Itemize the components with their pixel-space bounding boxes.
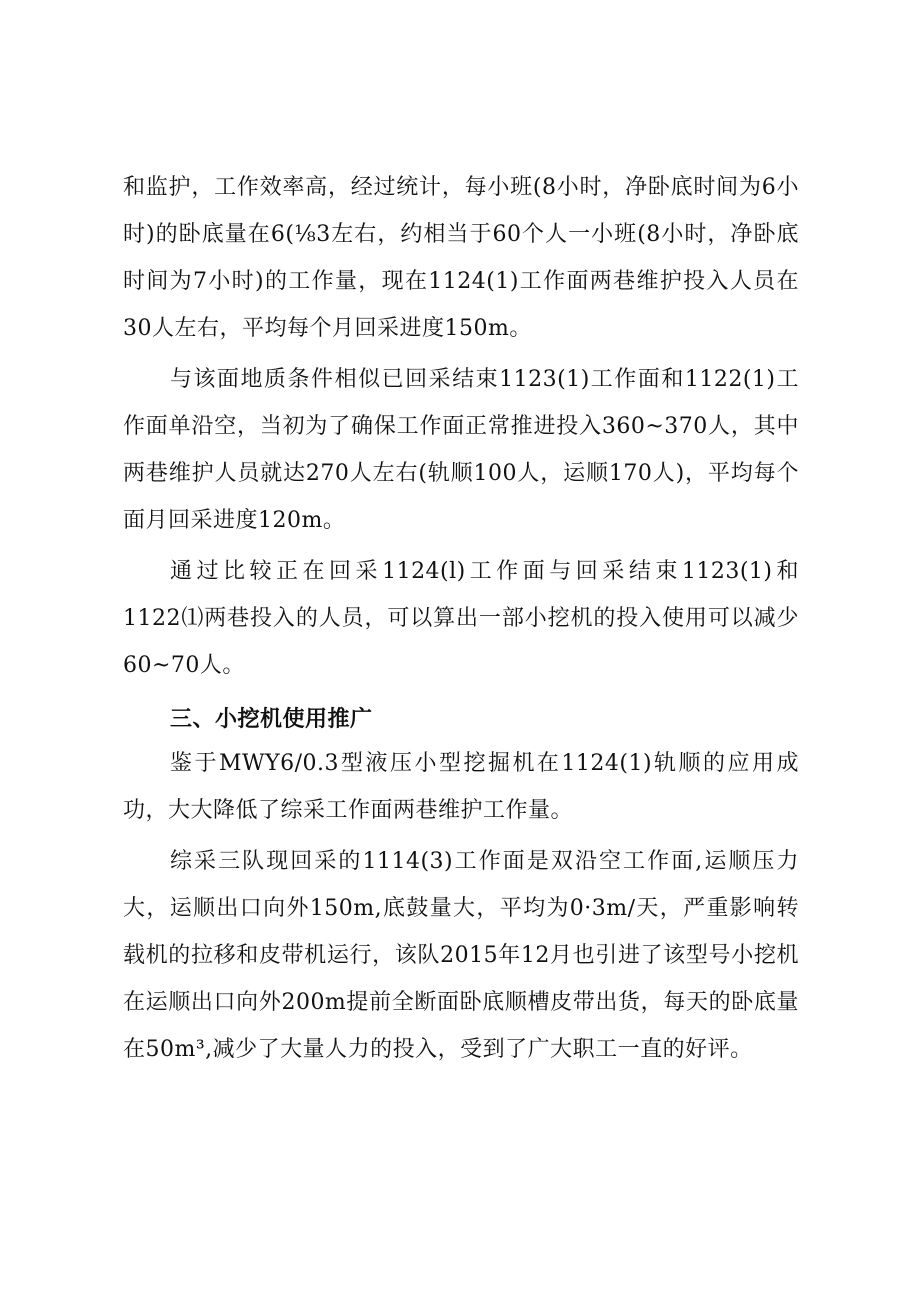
- section-heading: 三、小挖机使用推广: [170, 707, 373, 732]
- paragraph-1: 和监护，工作效率高，经过统计，每小班(8小时，净卧底时间为6小时)的卧底量在6(⅛3左右，约相当于60个人一小班(8小时，净卧底时间为7小时)的工作量，现在1124(1)工作面两巷维护投入人员在30人左右，平均每个月回采进度150m。: [123, 175, 799, 341]
- paragraph-3: 通过比较正在回采1124(l)工作面与回采结束1123(1)和1122⑴两巷投入的人员，可以算出一部小挖机的投入使用可以减少60~70人。: [123, 559, 799, 678]
- paragraph-2: 与该面地质条件相似已回采结束1123(1)工作面和1122(1)工作面单沿空，当初为了确保工作面正常推进投入360~370人，其中两巷维护人员就达270人左右(轨顺100人，运顺170人)，平均每个面月回采进度120m。: [123, 367, 799, 533]
- section-paragraph-2: 综采三队现回采的1114(3)工作面是双沿空工作面,运顺压力大，运顺出口向外150m,底鼓量大，平均为0·3m∕天，严重影响转载机的拉移和皮带机运行，该队2015年12月也引进了该型号小挖机在运顺出口向外200m提前全断面卧底顺槽皮带出货，每天的卧底量在50m³,减少了大量人力的投入，受到了广大职工一直的好评。: [123, 849, 799, 1062]
- section-paragraph-1: 鉴于MWY6/0.3型液压小型挖掘机在1124(1)轨顺的应用成功，大大降低了综采工作面两巷维护工作量。: [123, 751, 799, 823]
